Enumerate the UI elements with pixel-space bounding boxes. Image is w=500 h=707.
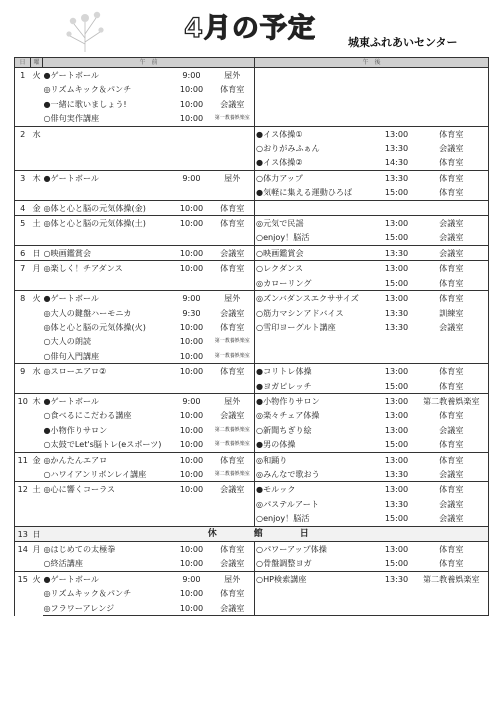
day-number: 9: [15, 364, 31, 394]
am-program-name: ◎心に響くコーラス: [43, 482, 173, 497]
am-room: 第一教養娯楽室: [214, 115, 250, 122]
table-row: [15, 349, 489, 364]
am-start-time: 10:00: [179, 424, 204, 435]
pm-program-name: ◎元気で民謡: [255, 216, 379, 231]
closed-label: 休 館 日: [43, 526, 489, 541]
pm-start-time: [379, 82, 415, 96]
table-row: [15, 586, 489, 600]
pm-program-name: ◎カローリング: [255, 276, 379, 291]
am-program-name: [43, 126, 173, 141]
pm-program-name: ○レクダンス: [255, 261, 379, 276]
am-room: 第一教養娯楽室: [214, 441, 250, 448]
pm-start-time: 13:30: [379, 170, 415, 185]
pm-room: 訓練室: [415, 306, 489, 320]
table-row: [15, 82, 489, 96]
am-program-name: ◎かんたんエアロ: [43, 452, 173, 467]
pm-start-time: 15:00: [384, 380, 409, 391]
day-of-week: 土: [31, 216, 43, 246]
pm-room: [415, 200, 489, 215]
pm-start-time: 13:00: [384, 424, 409, 435]
day-of-week: 水: [31, 364, 43, 394]
table-row: [15, 542, 489, 557]
pm-start-time: [379, 349, 415, 364]
am-start-time: [173, 141, 211, 155]
am-start-time: 10:00: [179, 410, 204, 421]
pm-room: 体育室: [415, 379, 489, 394]
pm-program-name: [255, 200, 379, 215]
pm-room: [415, 111, 489, 126]
pm-room: 会議室: [415, 467, 489, 482]
am-start-time: 10:00: [173, 364, 211, 379]
day-number: 15: [15, 571, 31, 615]
schedule-body: [15, 68, 489, 616]
am-start-time: 10:00: [173, 216, 211, 231]
am-room: 体育室: [211, 542, 255, 557]
pm-room: 体育室: [415, 452, 489, 467]
pm-room: 会議室: [415, 320, 489, 334]
pm-start-time: 13:30: [379, 245, 415, 260]
am-program-name: [43, 141, 173, 155]
pm-room: [415, 586, 489, 600]
am-room: 屋外: [211, 291, 255, 306]
table-row: [15, 408, 489, 422]
table-row: [15, 482, 489, 497]
table-row: [15, 320, 489, 334]
am-room: 屋外: [211, 68, 255, 83]
am-start-time: [173, 126, 211, 141]
am-program-name: ◎スローエアロ②: [43, 364, 173, 379]
am-start-time: 10:00: [173, 452, 211, 467]
day-of-week: 火: [31, 291, 43, 364]
day-of-week: 金: [31, 452, 43, 482]
table-row: [15, 155, 489, 170]
am-start-time: 10:00: [173, 482, 211, 497]
am-program-name: [43, 155, 173, 170]
am-room: [211, 379, 255, 394]
pm-start-time: 14:30: [384, 157, 409, 168]
pm-program-name: [255, 601, 379, 616]
pm-program-name: [255, 68, 379, 83]
am-room: 第二教養娯楽室: [214, 426, 250, 433]
am-start-time: 9:30: [182, 307, 201, 318]
pm-start-time: 13:00: [379, 261, 415, 276]
day-number: 8: [15, 291, 31, 364]
am-room: 会議室: [220, 558, 245, 569]
am-start-time: 10:00: [179, 588, 204, 599]
pm-program-name: ●イス体操②: [255, 155, 379, 170]
pm-start-time: [379, 334, 415, 348]
am-program-name: ●ゲートボール: [43, 170, 173, 185]
page-title: 4月の予定: [184, 13, 316, 44]
am-start-time: 10:00: [179, 558, 204, 569]
am-room: 体育室: [211, 261, 255, 276]
am-room: 屋外: [211, 170, 255, 185]
table-row: [15, 200, 489, 215]
am-program-name: ◎体と心と脳の元気体操(金): [43, 200, 173, 215]
am-program-name: ○太鼓でLet's脳トレ(eスポーツ): [43, 439, 162, 450]
am-start-time: 10:00: [173, 261, 211, 276]
pm-room: 体育室: [415, 408, 489, 422]
am-program-name: ◎体と心と脳の元気体操(火): [43, 321, 146, 332]
day-of-week: 土: [31, 482, 43, 526]
am-program-name: ◎楽しく！チアダンス: [43, 261, 173, 276]
am-start-time: 10:00: [179, 321, 204, 332]
pm-program-name: ◎みんなで歌おう: [255, 467, 379, 482]
pm-program-name: [255, 97, 379, 111]
table-row: [15, 556, 489, 571]
pm-room: 第二教養娯楽室: [415, 571, 489, 586]
day-of-week: 月: [31, 261, 43, 291]
am-room: [211, 141, 255, 155]
pm-room: 体育室: [415, 126, 489, 141]
pm-program-name: ●ヨガピレッチ: [255, 379, 379, 394]
pm-program-name: ○筋力マシンアドバイス: [255, 306, 379, 320]
table-row: [15, 230, 489, 245]
table-row: [15, 511, 489, 526]
table-row: [15, 437, 489, 452]
am-program-name: [43, 185, 173, 200]
pm-room: 会議室: [415, 511, 489, 526]
day-number: 12: [15, 482, 31, 526]
pm-program-name: ○enjoy！脳活: [255, 230, 379, 245]
am-start-time: [173, 230, 211, 245]
pm-program-name: [255, 82, 379, 96]
pm-program-name: ○おりがみふぁん: [255, 141, 379, 155]
day-number: 5: [15, 216, 31, 246]
day-number: 6: [15, 245, 31, 260]
am-program-name: ●ゲートボール: [43, 291, 173, 306]
pm-program-name: [255, 586, 379, 600]
day-number: 10: [15, 393, 31, 452]
pm-program-name: [255, 349, 379, 364]
pm-start-time: [379, 111, 415, 126]
table-row: [15, 97, 489, 111]
pm-room: 第二教養娯楽室: [415, 393, 489, 408]
pm-program-name: ●小物作りサロン: [255, 393, 379, 408]
table-row: [15, 497, 489, 511]
table-row: [15, 467, 489, 482]
pm-start-time: 13:00: [379, 216, 415, 231]
pm-start-time: [379, 601, 415, 616]
am-start-time: [173, 155, 211, 170]
am-start-time: 9:00: [173, 170, 211, 185]
pm-program-name: ●気軽に集える運動ひろば: [255, 185, 379, 200]
col-am-header: 午 前: [43, 58, 255, 68]
pm-program-name: ◎パステルアート: [255, 497, 379, 511]
am-room: 体育室: [211, 452, 255, 467]
day-of-week: 月: [31, 542, 43, 572]
day-number: 2: [15, 126, 31, 170]
am-start-time: [173, 379, 211, 394]
am-room: [211, 276, 255, 291]
pm-start-time: 13:30: [384, 498, 409, 509]
day-of-week: 日: [31, 245, 43, 260]
am-program-name: ○俳句入門講座: [43, 350, 100, 361]
page-header: [0, 0, 500, 56]
am-program-name: [43, 230, 173, 245]
pm-program-name: ●イス体操①: [255, 126, 379, 141]
am-program-name: ●一緒に歌いましょう!: [43, 98, 127, 109]
day-number: 7: [15, 261, 31, 291]
am-room: [211, 230, 255, 245]
organization-name: 城東ふれあいセンター: [348, 36, 458, 49]
flower-decoration-icon: [60, 6, 110, 52]
am-program-name: ◎体と心と脳の元気体操(土): [43, 216, 173, 231]
pm-room: 体育室: [415, 364, 489, 379]
table-row: [15, 170, 489, 185]
am-program-name: ●ゲートボール: [43, 393, 173, 408]
pm-room: 会議室: [415, 245, 489, 260]
pm-room: [415, 68, 489, 83]
am-program-name: ○食べるにこだわる講座: [43, 410, 132, 421]
am-room: 会議室: [211, 601, 255, 616]
pm-start-time: 13:30: [379, 571, 415, 586]
day-of-week: 火: [31, 68, 43, 127]
pm-room: 体育室: [415, 482, 489, 497]
table-row: [15, 291, 489, 306]
pm-room: [415, 97, 489, 111]
am-room: [211, 511, 255, 526]
table-row: [15, 276, 489, 291]
pm-program-name: ◎和踊り: [255, 452, 379, 467]
table-row: [15, 216, 489, 231]
pm-start-time: 15:00: [384, 439, 409, 450]
pm-room: 会議室: [415, 497, 489, 511]
am-start-time: 10:00: [179, 84, 204, 95]
am-room: 体育室: [211, 200, 255, 215]
day-number: 1: [15, 68, 31, 127]
am-room: 体育室: [220, 588, 245, 599]
am-start-time: 10:00: [179, 468, 204, 479]
pm-room: 会議室: [415, 230, 489, 245]
pm-program-name: ◎楽々チェア体操: [255, 408, 379, 422]
am-program-name: ●ゲートボール: [43, 571, 173, 586]
pm-start-time: 15:00: [384, 232, 409, 243]
table-row: [15, 364, 489, 379]
am-program-name: [43, 497, 173, 511]
day-of-week: 金: [31, 200, 43, 215]
pm-room: 体育室: [415, 437, 489, 452]
schedule-table: [14, 57, 489, 616]
table-row: [15, 245, 489, 260]
table-row: [15, 334, 489, 348]
table-row: [15, 379, 489, 394]
day-of-week: 火: [31, 571, 43, 615]
am-room: 屋外: [211, 571, 255, 586]
am-room: 会議室: [211, 245, 255, 260]
pm-start-time: 13:00: [379, 542, 415, 557]
pm-room: [415, 601, 489, 616]
am-room: 第一教養娯楽室: [214, 338, 250, 345]
am-room: 体育室: [211, 364, 255, 379]
pm-program-name: ○パワーアップ体操: [255, 542, 379, 557]
am-program-name: [43, 511, 173, 526]
pm-start-time: 13:30: [384, 468, 409, 479]
pm-start-time: 15:00: [384, 513, 409, 524]
day-of-week: 日: [31, 526, 43, 541]
pm-room: 体育室: [415, 556, 489, 571]
am-program-name: ○終活講座: [43, 558, 83, 569]
pm-program-name: [255, 334, 379, 348]
am-start-time: 10:00: [179, 113, 204, 124]
table-row: [15, 68, 489, 83]
table-row: [15, 393, 489, 408]
pm-start-time: 13:00: [379, 364, 415, 379]
am-program-name: ●ゲートボール: [43, 68, 173, 83]
am-program-name: ○俳句実作講座: [43, 113, 100, 124]
table-row: [15, 423, 489, 437]
am-start-time: 10:00: [179, 336, 204, 347]
pm-program-name: ○新聞ちぎり絵: [255, 423, 379, 437]
am-start-time: [173, 497, 211, 511]
pm-start-time: 15:00: [384, 277, 409, 288]
pm-start-time: 13:30: [384, 307, 409, 318]
am-room: 体育室: [211, 216, 255, 231]
am-room: 会議室: [211, 482, 255, 497]
am-room: [211, 497, 255, 511]
am-room: 第二教養娯楽室: [214, 470, 250, 477]
pm-start-time: 13:00: [379, 393, 415, 408]
pm-program-name: ◎ズンバダンスエクササイズ: [255, 291, 379, 306]
am-room: 屋外: [211, 393, 255, 408]
table-row: [15, 261, 489, 276]
pm-program-name: ○体力アップ: [255, 170, 379, 185]
table-row: [15, 452, 489, 467]
pm-start-time: 15:00: [384, 187, 409, 198]
table-row: [15, 601, 489, 616]
am-room: 会議室: [220, 410, 245, 421]
day-number: 14: [15, 542, 31, 572]
day-of-week: 木: [31, 393, 43, 452]
am-program-name: ○ハワイアンリボンレイ講座: [43, 468, 147, 479]
am-program-name: [43, 379, 173, 394]
am-room: 第一教養娯楽室: [214, 352, 250, 359]
pm-room: [415, 82, 489, 96]
day-of-week: 水: [31, 126, 43, 170]
pm-program-name: ○骨盤調整ヨガ: [255, 556, 379, 571]
am-start-time: 10:00: [173, 200, 211, 215]
day-number: 13: [15, 526, 31, 541]
am-program-name: ◎リズムキック＆パンチ: [43, 84, 132, 95]
am-start-time: 10:00: [173, 601, 211, 616]
col-day-header: 日: [15, 58, 31, 68]
am-start-time: [173, 185, 211, 200]
closed-day-row: [15, 526, 489, 541]
pm-room: 体育室: [415, 291, 489, 306]
day-number: 3: [15, 170, 31, 200]
pm-program-name: ○雪印ヨーグルト講座: [255, 320, 379, 334]
pm-start-time: 13:00: [379, 452, 415, 467]
am-program-name: [43, 276, 173, 291]
am-start-time: 10:00: [179, 439, 204, 450]
pm-room: [415, 349, 489, 364]
am-program-name: ◎リズムキック＆パンチ: [43, 588, 132, 599]
am-room: 会議室: [220, 98, 245, 109]
pm-program-name: ●モルック: [255, 482, 379, 497]
day-number: 11: [15, 452, 31, 482]
pm-start-time: [379, 200, 415, 215]
am-program-name: ●小物作りサロン: [43, 424, 108, 435]
table-row: [15, 185, 489, 200]
pm-start-time: [379, 68, 415, 83]
pm-room: 体育室: [415, 276, 489, 291]
am-start-time: 10:00: [173, 542, 211, 557]
table-row: [15, 571, 489, 586]
am-program-name: ◎フラワーアレンジ: [43, 601, 173, 616]
am-room: [211, 126, 255, 141]
day-of-week: 木: [31, 170, 43, 200]
am-start-time: [173, 511, 211, 526]
am-start-time: 9:00: [173, 393, 211, 408]
col-pm-header: 午 後: [255, 58, 489, 68]
am-start-time: 10:00: [179, 350, 204, 361]
am-room: 体育室: [220, 321, 245, 332]
pm-program-name: ○映画鑑賞会: [255, 245, 379, 260]
pm-start-time: 15:00: [384, 558, 409, 569]
am-program-name: ○大人の朗読: [43, 336, 92, 347]
pm-room: 会議室: [415, 216, 489, 231]
pm-start-time: 13:30: [384, 143, 409, 154]
table-row: [15, 126, 489, 141]
pm-room: 体育室: [415, 261, 489, 276]
pm-room: 会議室: [415, 423, 489, 437]
am-room: [211, 185, 255, 200]
am-start-time: 9:00: [173, 68, 211, 83]
pm-room: [415, 334, 489, 348]
am-room: 会議室: [220, 307, 245, 318]
pm-start-time: 13:30: [384, 321, 409, 332]
col-dow-header: 曜: [31, 58, 43, 68]
pm-room: 体育室: [415, 170, 489, 185]
am-program-name: ◎大人の鍵盤ハーモニカ: [43, 307, 132, 318]
pm-start-time: 13:00: [379, 482, 415, 497]
pm-start-time: [379, 586, 415, 600]
am-room: [211, 155, 255, 170]
table-row: [15, 141, 489, 155]
table-row: [15, 111, 489, 126]
pm-program-name: ●男の体操: [255, 437, 379, 452]
pm-program-name: ○HP検索講座: [255, 571, 379, 586]
pm-start-time: 13:00: [379, 291, 415, 306]
am-start-time: [173, 276, 211, 291]
pm-room: 体育室: [415, 155, 489, 170]
am-start-time: 9:00: [173, 571, 211, 586]
am-start-time: 10:00: [179, 98, 204, 109]
table-header-row: [15, 58, 489, 68]
pm-program-name: [255, 111, 379, 126]
pm-room: 体育室: [415, 185, 489, 200]
pm-start-time: 13:00: [384, 410, 409, 421]
pm-program-name: ○enjoy！脳活: [255, 511, 379, 526]
pm-start-time: [379, 97, 415, 111]
pm-room: 会議室: [415, 141, 489, 155]
pm-room: 体育室: [415, 542, 489, 557]
am-program-name: ○映画鑑賞会: [43, 245, 173, 260]
table-row: [15, 306, 489, 320]
pm-program-name: ●コリトレ体操: [255, 364, 379, 379]
am-program-name: ◎はじめての太極拳: [43, 542, 173, 557]
am-start-time: 10:00: [173, 245, 211, 260]
am-start-time: 9:00: [173, 291, 211, 306]
pm-start-time: 13:00: [379, 126, 415, 141]
am-room: 体育室: [220, 84, 245, 95]
day-number: 4: [15, 200, 31, 215]
